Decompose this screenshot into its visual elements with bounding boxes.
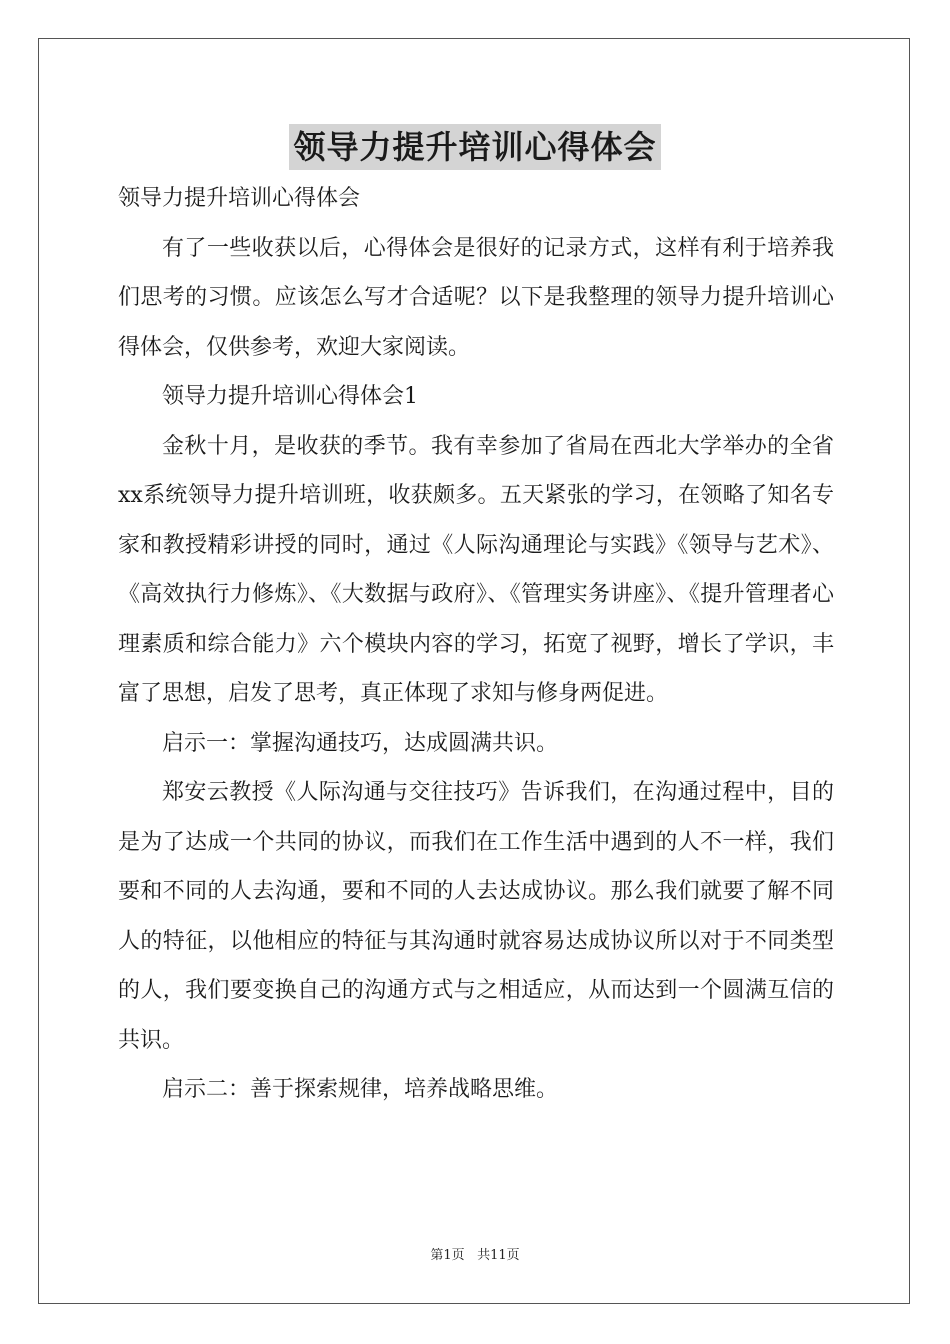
page-footer: [0, 1246, 950, 1266]
page-total: 共11页: [477, 1248, 520, 1263]
page-number: 第1页: [430, 1248, 465, 1263]
document-title: 领导力提升培训心得体会: [289, 124, 660, 170]
body-paragraph: 郑安云教授《人际沟通与交往技巧》告诉我们，在沟通过程中，目的是为了达成一个共同的协议，而我们在工作生活中遇到的人不一样，我们要和不同的人去沟通，要和不同的人去达成协议。那么我们就要了解不同人的特征，以他相应的特征与其沟通时就容易达成协议所以对于不同类型的人，我们要变换自己的沟通方式与之相适应，从而达到一个圆满互信的共识。: [118, 780, 834, 1053]
document-body: [118, 174, 834, 1115]
section-heading: 领导力提升培训心得体会1: [162, 384, 418, 409]
insight-heading-2: 启示二：善于探索规律，培养战略思维。: [162, 1077, 559, 1102]
subtitle-paragraph: 领导力提升培训心得体会: [118, 186, 361, 211]
insight-heading-1: 启示一：掌握沟通技巧，达成圆满共识。: [162, 730, 559, 756]
intro-paragraph: 有了一些收获以后，心得体会是很好的记录方式，这样有利于培养我们思考的习惯。应该怎么写才合适呢？以下是我整理的领导力提升培训心得体会，仅供参考，欢迎大家阅读。: [118, 235, 834, 360]
title-container: [0, 124, 950, 170]
body-paragraph: 金秋十月，是收获的季节。我有幸参加了省局在西北大学举办的全省xx系统领导力提升培训班，收获颇多。五天紧张的学习，在领略了知名专家和教授精彩讲授的同时，通过《人际沟通理论与实践》《领导与艺术》、《高效执行力修炼》、《大数据与政府》、《管理实务讲座》、《提升管理者心理素质和综合能力》六个模块内容的学习，拓宽了视野，增长了学识，丰富了思想，启发了思考，真正体现了求知与修身两促进。: [118, 433, 834, 706]
